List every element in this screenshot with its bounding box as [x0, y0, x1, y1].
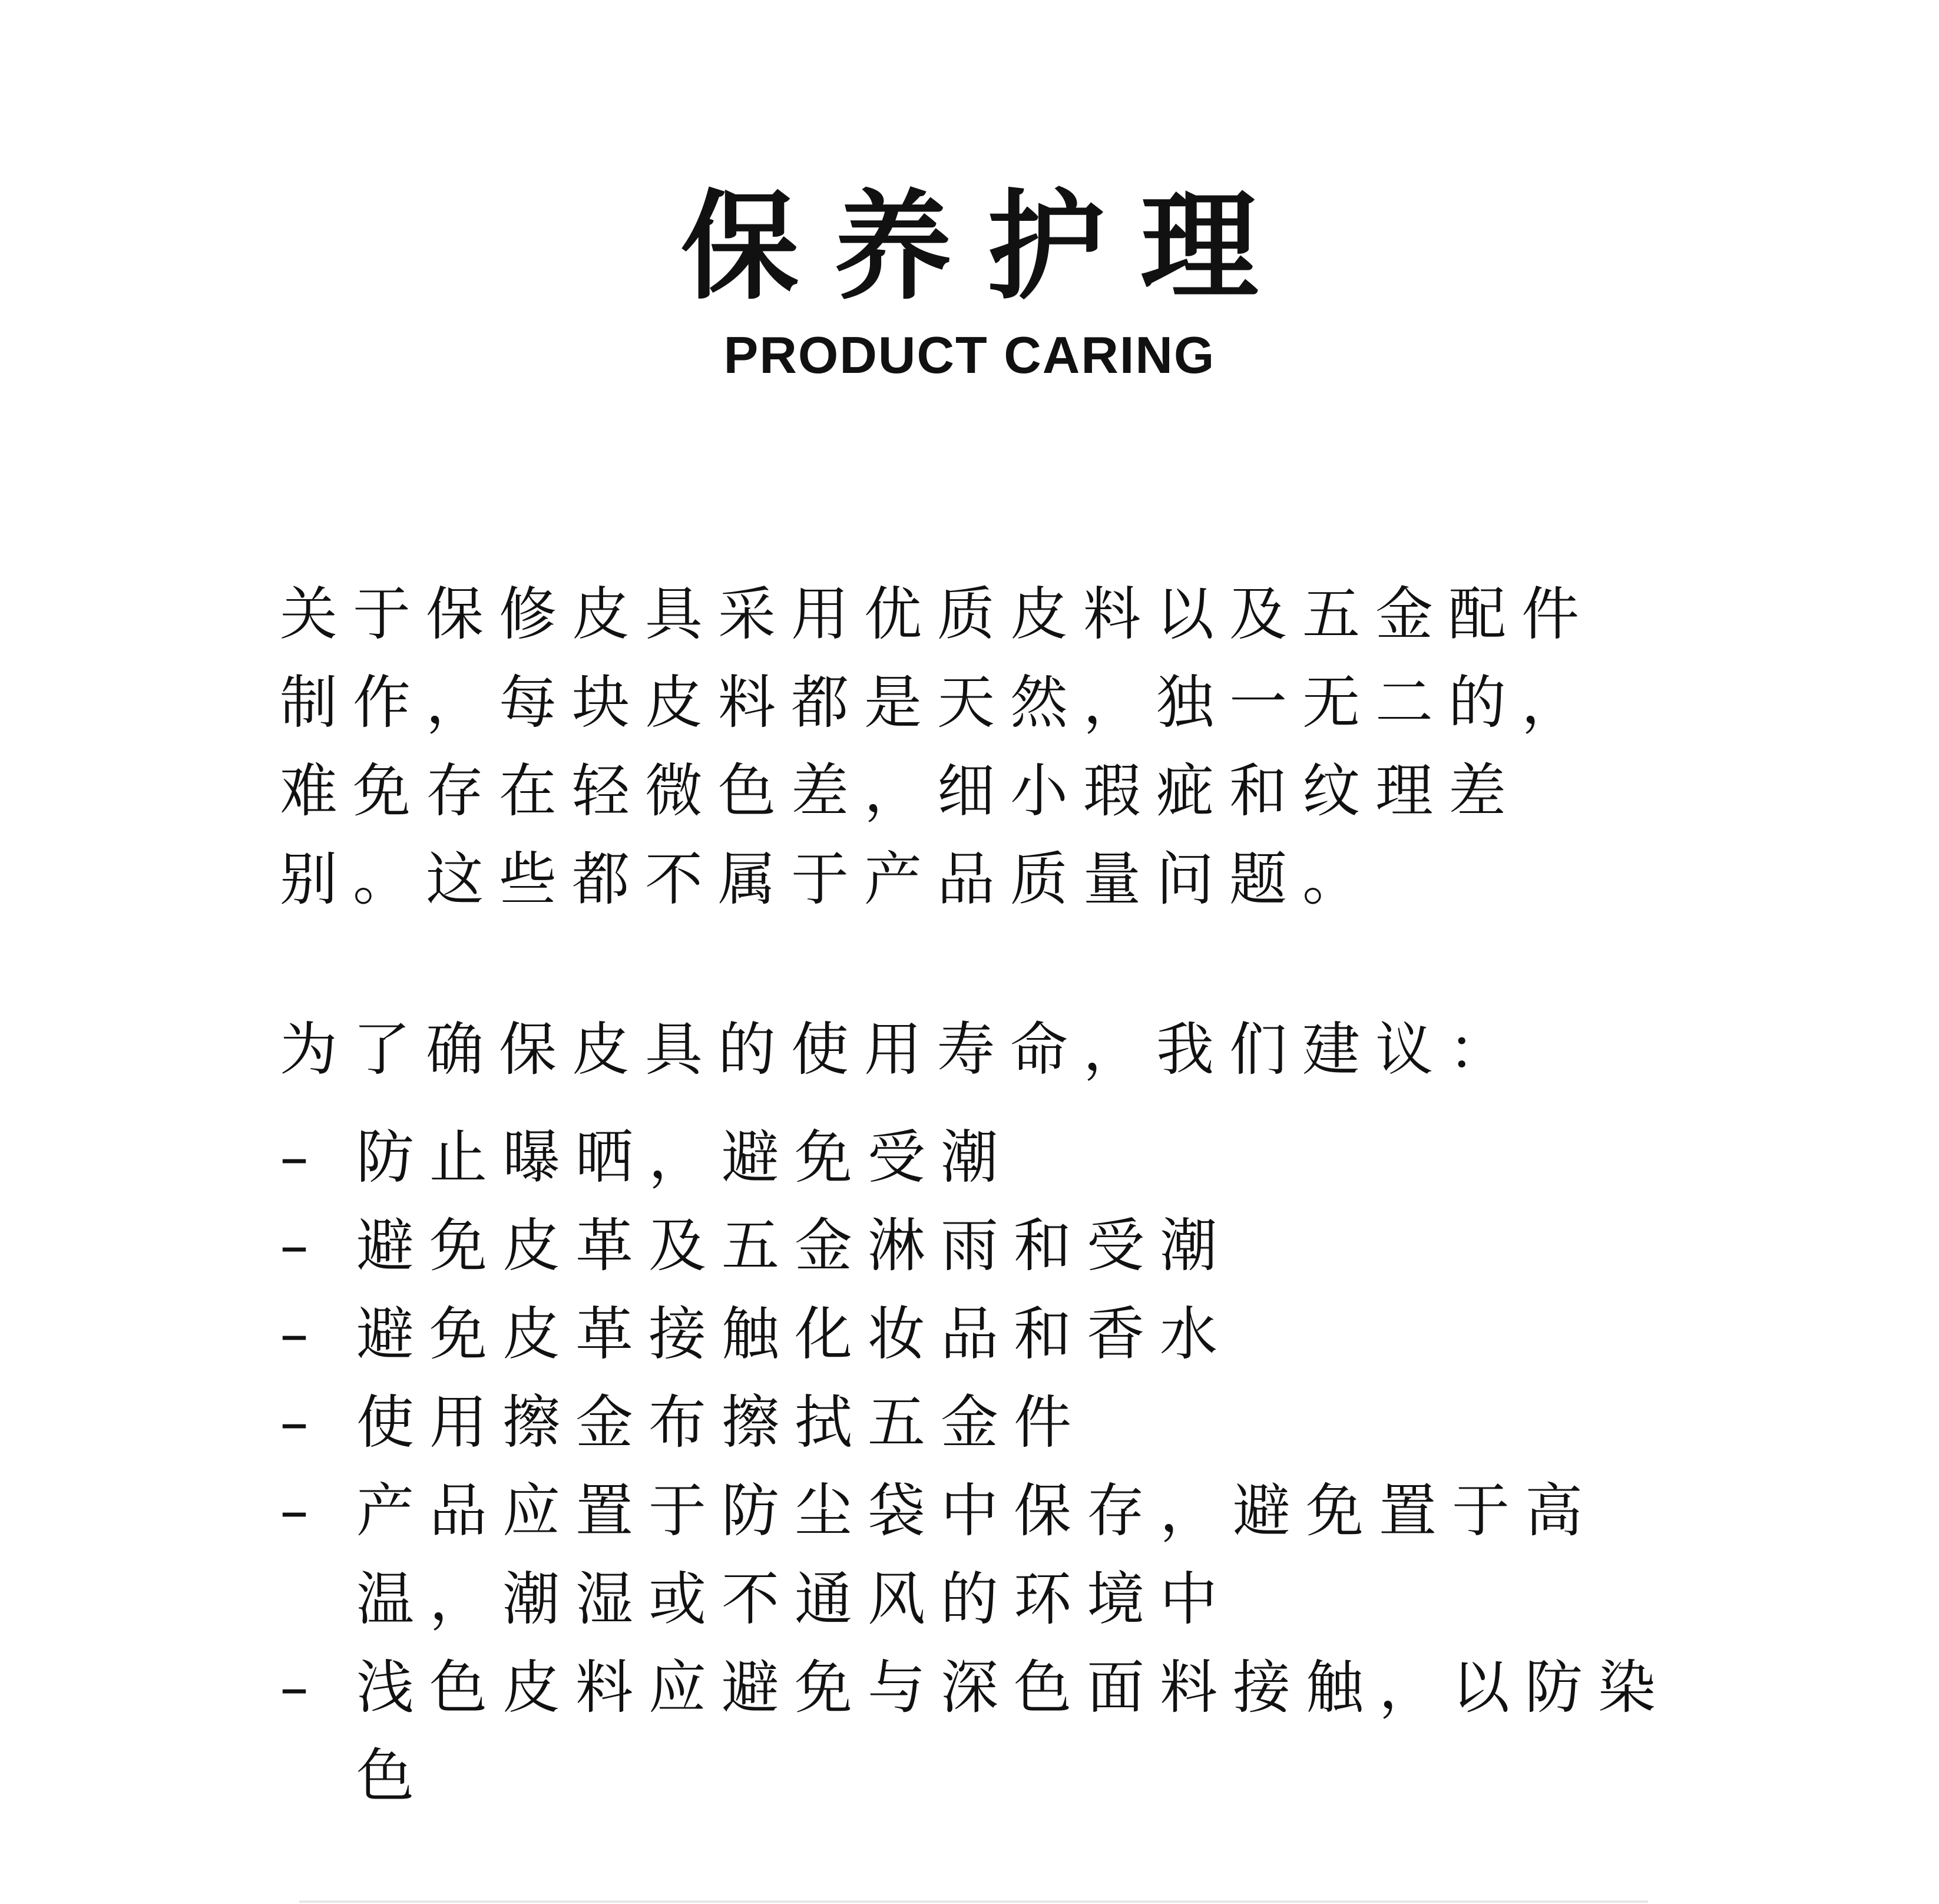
- dash-icon: –: [280, 1301, 309, 1368]
- page-title: 保养护理: [680, 178, 1293, 316]
- care-tip-item: [280, 1202, 1693, 1290]
- intro-paragraph: 关于保修皮具采用优质皮料以及五金配件制作，每块皮料都是天然，独一无二的，难免存在轻微色差，细小瑕疵和纹理差别。这些都不属于产品质量问题。: [280, 581, 1595, 913]
- dash-icon: –: [280, 1212, 309, 1280]
- care-tip-text: 防止曝晒，避免受潮: [356, 1124, 1014, 1191]
- dash-icon: –: [280, 1124, 309, 1191]
- bottom-divider: [299, 1900, 1648, 1903]
- care-tips-list: [280, 1113, 1693, 1820]
- care-tip-text: 产品应置于防尘袋中保存，避免置于高温，潮湿或不通风的环境中: [356, 1477, 1599, 1633]
- care-tip-text: 避免皮革接触化妆品和香水: [356, 1301, 1233, 1368]
- care-tip-text: 浅色皮料应避免与深色面料接触，以防染色: [356, 1654, 1672, 1810]
- care-tip-text: 避免皮革及五金淋雨和受潮: [356, 1212, 1233, 1280]
- care-tip-item: [280, 1379, 1693, 1467]
- care-tip-item: [280, 1644, 1693, 1820]
- care-tip-item: [280, 1113, 1693, 1202]
- dash-icon: –: [280, 1389, 309, 1456]
- care-tip-text: 使用擦金布擦拭五金件: [356, 1389, 1087, 1456]
- dash-icon: –: [280, 1654, 309, 1721]
- advice-lead: 为了确保皮具的使用寿命，我们建议：: [280, 1016, 1522, 1083]
- page-subtitle: PRODUCT CARING: [723, 326, 1216, 384]
- care-tip-item: [280, 1467, 1693, 1644]
- care-tip-item: [280, 1290, 1693, 1379]
- dash-icon: –: [280, 1477, 309, 1545]
